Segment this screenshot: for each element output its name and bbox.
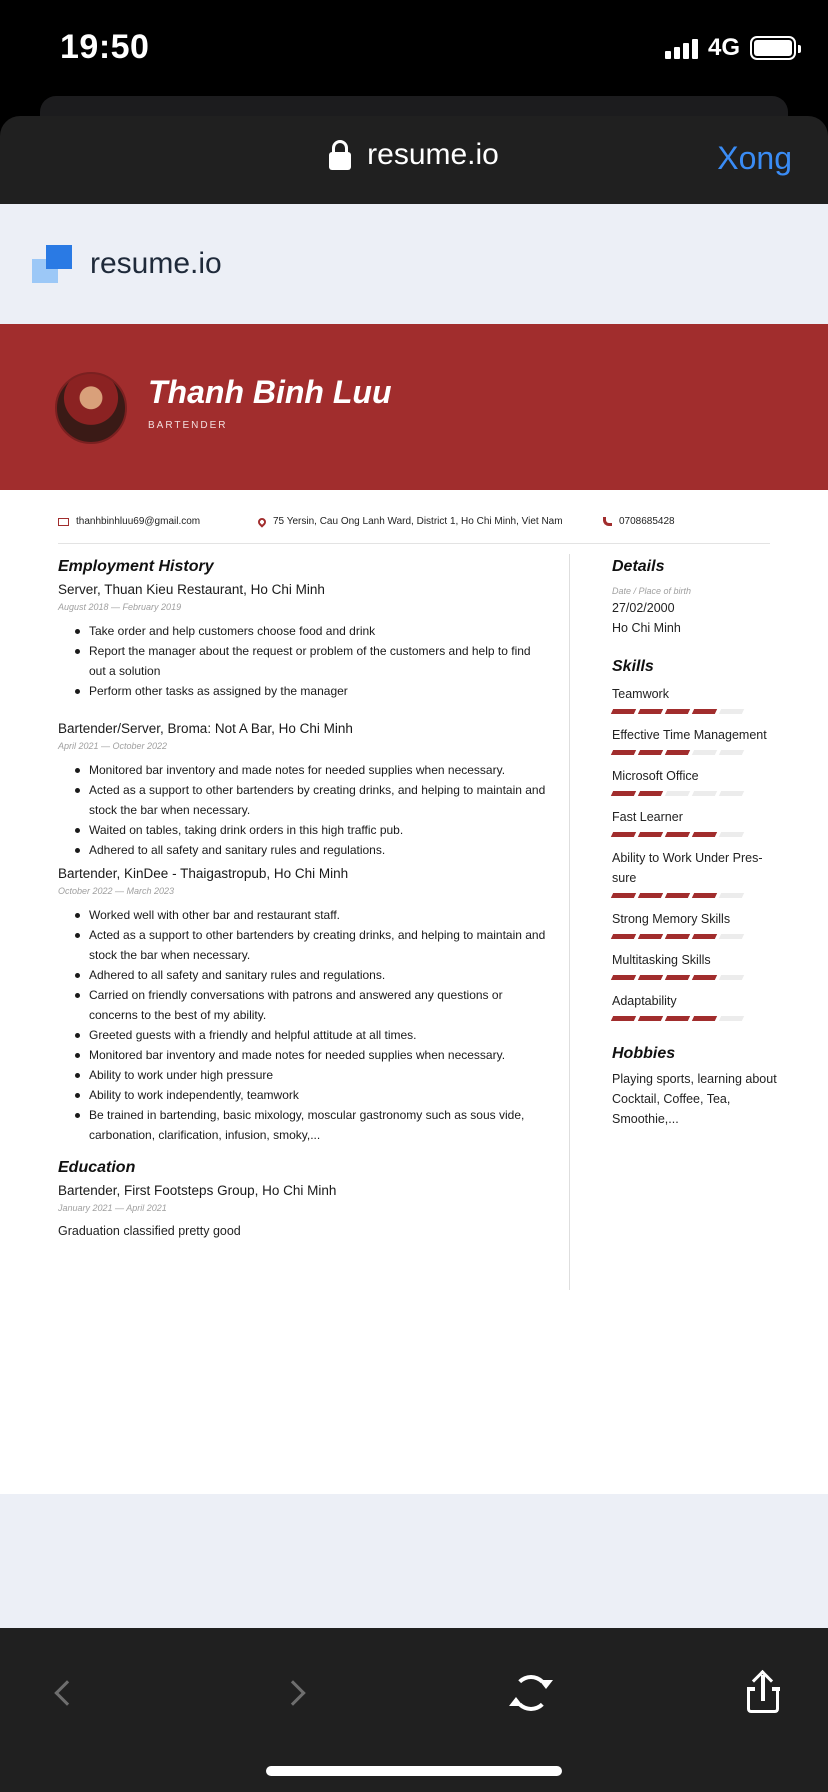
skill-level-segment: [611, 832, 636, 837]
avatar: [55, 372, 127, 444]
skill-item: [612, 684, 782, 714]
skill-name: Adaptability: [612, 994, 677, 1008]
logo-text[interactable]: resume.io: [90, 247, 222, 280]
home-indicator[interactable]: [266, 1766, 562, 1776]
details-label: Date / Place of birth: [612, 586, 692, 596]
skill-item: [612, 766, 782, 796]
signal-icon: [665, 37, 698, 59]
resume-header: [0, 324, 828, 490]
web-page: [0, 204, 828, 1628]
skill-level-segment: [611, 709, 636, 714]
phone-icon: [603, 517, 612, 526]
job-entry: [58, 866, 548, 1145]
skill-level-bar: [612, 791, 782, 796]
lock-icon: [329, 140, 351, 170]
job-bullets: [58, 905, 548, 1145]
skill-level-segment: [638, 975, 663, 980]
skill-level-segment: [611, 934, 636, 939]
details-dob: 27/02/2000: [612, 601, 675, 615]
skill-level-segment: [692, 1016, 717, 1021]
skill-name: Ability to Work Under Pres- sure: [612, 851, 763, 885]
skill-level-bar: [612, 893, 782, 898]
battery-icon: [750, 36, 796, 60]
education-text: Graduation classified pretty good: [58, 1224, 241, 1238]
skill-level-segment: [692, 709, 717, 714]
skill-level-bar: [612, 709, 782, 714]
bullet-item: Ability to work independently, teamwork: [58, 1085, 548, 1105]
skill-level-segment: [665, 750, 690, 755]
skill-level-segment: [719, 709, 744, 714]
skill-name: Microsoft Office: [612, 769, 699, 783]
skill-level-segment: [692, 750, 717, 755]
skill-level-segment: [611, 1016, 636, 1021]
chevron-left-icon: [54, 1680, 79, 1705]
url-text: resume.io: [367, 138, 499, 171]
skill-item: [612, 950, 782, 980]
skill-name: Teamwork: [612, 687, 669, 701]
status-time: 19:50: [60, 28, 150, 66]
skill-level-bar: [612, 975, 782, 980]
skill-level-segment: [719, 750, 744, 755]
skill-level-segment: [665, 975, 690, 980]
skill-level-segment: [719, 791, 744, 796]
phone-text: 0708685428: [619, 516, 675, 527]
job-heading: Server, Thuan Kieu Restaurant, Ho Chi Minh: [58, 582, 325, 597]
status-bar: [0, 0, 828, 100]
skill-level-segment: [665, 832, 690, 837]
bullet-item: Perform other tasks as assigned by the manager: [58, 681, 548, 701]
skill-level-segment: [692, 934, 717, 939]
job-dates: October 2022 — March 2023: [58, 886, 175, 896]
details-place: Ho Chi Minh: [612, 621, 681, 635]
column-divider: [569, 554, 570, 1290]
skill-level-segment: [665, 791, 690, 796]
email-text: thanhbinhluu69@gmail.com: [76, 516, 201, 527]
resume-name: Thanh Binh Luu: [148, 374, 392, 410]
skill-level-segment: [719, 832, 744, 837]
bullet-item: Acted as a support to other bartenders by creating drinks, and helping to maintain and stock the bar when necessary.: [58, 925, 548, 965]
skills-section-title: Skills: [612, 658, 654, 675]
skill-level-segment: [692, 975, 717, 980]
skill-level-segment: [638, 893, 663, 898]
bullet-item: Ability to work under high pressure: [58, 1065, 548, 1085]
skill-name: Multitasking Skills: [612, 953, 711, 967]
mail-icon: [58, 518, 69, 526]
contact-email: [58, 516, 258, 527]
bullet-item: Report the manager about the request or problem of the customers and help to find out a solution: [58, 641, 548, 681]
skill-name: Fast Learner: [612, 810, 683, 824]
education-section-title: Education: [58, 1159, 136, 1176]
skills-list: [612, 684, 782, 1021]
skill-level-segment: [638, 750, 663, 755]
job-dates: August 2018 — February 2019: [58, 602, 182, 612]
share-icon: [747, 1673, 779, 1713]
bullet-item: Adhered to all safety and sanitary rules and regulations.: [58, 965, 548, 985]
bullet-item: Monitored bar inventory and made notes for needed supplies when necessary.: [58, 760, 548, 780]
bullet-item: Waited on tables, taking drink orders in this high traffic pub.: [58, 820, 548, 840]
address-text: 75 Yersin, Cau Ong Lanh Ward, District 1, Ho Chi Minh, Viet Nam: [273, 516, 563, 527]
bullet-item: Adhered to all safety and sanitary rules and regulations.: [58, 840, 548, 860]
skill-item: [612, 909, 782, 939]
url-display[interactable]: [0, 138, 828, 172]
job-entry: [58, 721, 548, 860]
skill-item: [612, 848, 782, 898]
skill-level-segment: [665, 934, 690, 939]
job-entry: [58, 582, 548, 701]
bullet-item: Acted as a support to other bartenders by creating drinks, and helping to maintain and stock the bar when necessary.: [58, 780, 548, 820]
skill-level-segment: [692, 893, 717, 898]
hobbies-text: Playing sports, learning about Cocktail, Coffee, Tea, Smoothie,...: [612, 1072, 777, 1126]
skill-level-segment: [665, 1016, 690, 1021]
skill-level-segment: [638, 934, 663, 939]
details-section-title: Details: [612, 558, 665, 575]
skill-level-segment: [611, 893, 636, 898]
skill-level-bar: [612, 832, 782, 837]
skill-level-segment: [638, 832, 663, 837]
skill-level-segment: [665, 893, 690, 898]
job-dates: April 2021 — October 2022: [58, 741, 168, 751]
job-bullets: [58, 760, 548, 860]
skill-level-segment: [638, 709, 663, 714]
contact-row: [58, 508, 770, 544]
resume-side-column: [612, 558, 782, 1129]
reload-icon: [513, 1675, 549, 1711]
share-button[interactable]: [738, 1668, 788, 1718]
pin-icon: [256, 516, 267, 527]
skill-level-segment: [719, 893, 744, 898]
skill-level-segment: [611, 975, 636, 980]
status-indicators: [665, 34, 796, 62]
contact-address: [258, 516, 603, 527]
job-heading: Bartender, KinDee - Thaigastropub, Ho Chi Minh: [58, 866, 349, 881]
skill-level-bar: [612, 750, 782, 755]
resume-main-column: [58, 558, 548, 1238]
skill-level-segment: [665, 709, 690, 714]
resume-job-title: BARTENDER: [148, 420, 228, 431]
skill-item: [612, 807, 782, 837]
education-heading: Bartender, First Footsteps Group, Ho Chi Minh: [58, 1183, 337, 1198]
skill-level-segment: [719, 975, 744, 980]
skill-level-segment: [611, 750, 636, 755]
skill-name: Strong Memory Skills: [612, 912, 731, 926]
employment-section-title: Employment History: [58, 558, 214, 575]
skill-level-segment: [611, 791, 636, 796]
skill-name: Effective Time Management: [612, 728, 767, 742]
skill-level-segment: [692, 832, 717, 837]
reload-button[interactable]: [506, 1668, 556, 1718]
bullet-item: Worked well with other bar and restaurant staff.: [58, 905, 548, 925]
education-dates: January 2021 — April 2021: [58, 1203, 167, 1213]
resume-io-logo-icon[interactable]: [32, 245, 72, 283]
skill-level-bar: [612, 1016, 782, 1021]
job-bullets: [58, 621, 548, 701]
bullet-item: Be trained in bartending, basic mixology, moscular gastronomy such as sous vide, carbonation, clarification, infusion, smoky,...: [58, 1105, 548, 1145]
skill-level-segment: [692, 791, 717, 796]
skill-level-segment: [719, 934, 744, 939]
skill-item: [612, 725, 782, 755]
network-type: 4G: [707, 34, 740, 61]
done-button[interactable]: Xong: [717, 140, 792, 176]
bullet-item: Monitored bar inventory and made notes for needed supplies when necessary.: [58, 1045, 548, 1065]
skill-level-bar: [612, 934, 782, 939]
back-button[interactable]: [38, 1668, 88, 1718]
browser-header: [0, 116, 828, 204]
skill-level-segment: [719, 1016, 744, 1021]
skill-item: [612, 991, 782, 1021]
job-heading: Bartender/Server, Broma: Not A Bar, Ho Chi Minh: [58, 721, 353, 736]
hobbies-section-title: Hobbies: [612, 1045, 676, 1062]
bullet-item: Carried on friendly conversations with patrons and answered any questions or concerns to the best of my ability.: [58, 985, 548, 1025]
contact-phone: [603, 516, 675, 527]
skill-level-segment: [638, 1016, 663, 1021]
chevron-right-icon: [280, 1680, 305, 1705]
forward-button[interactable]: [272, 1668, 322, 1718]
site-header: [0, 204, 828, 324]
bullet-item: Greeted guests with a friendly and helpful attitude at all times.: [58, 1025, 548, 1045]
skill-level-segment: [638, 791, 663, 796]
bullet-item: Take order and help customers choose food and drink: [58, 621, 548, 641]
